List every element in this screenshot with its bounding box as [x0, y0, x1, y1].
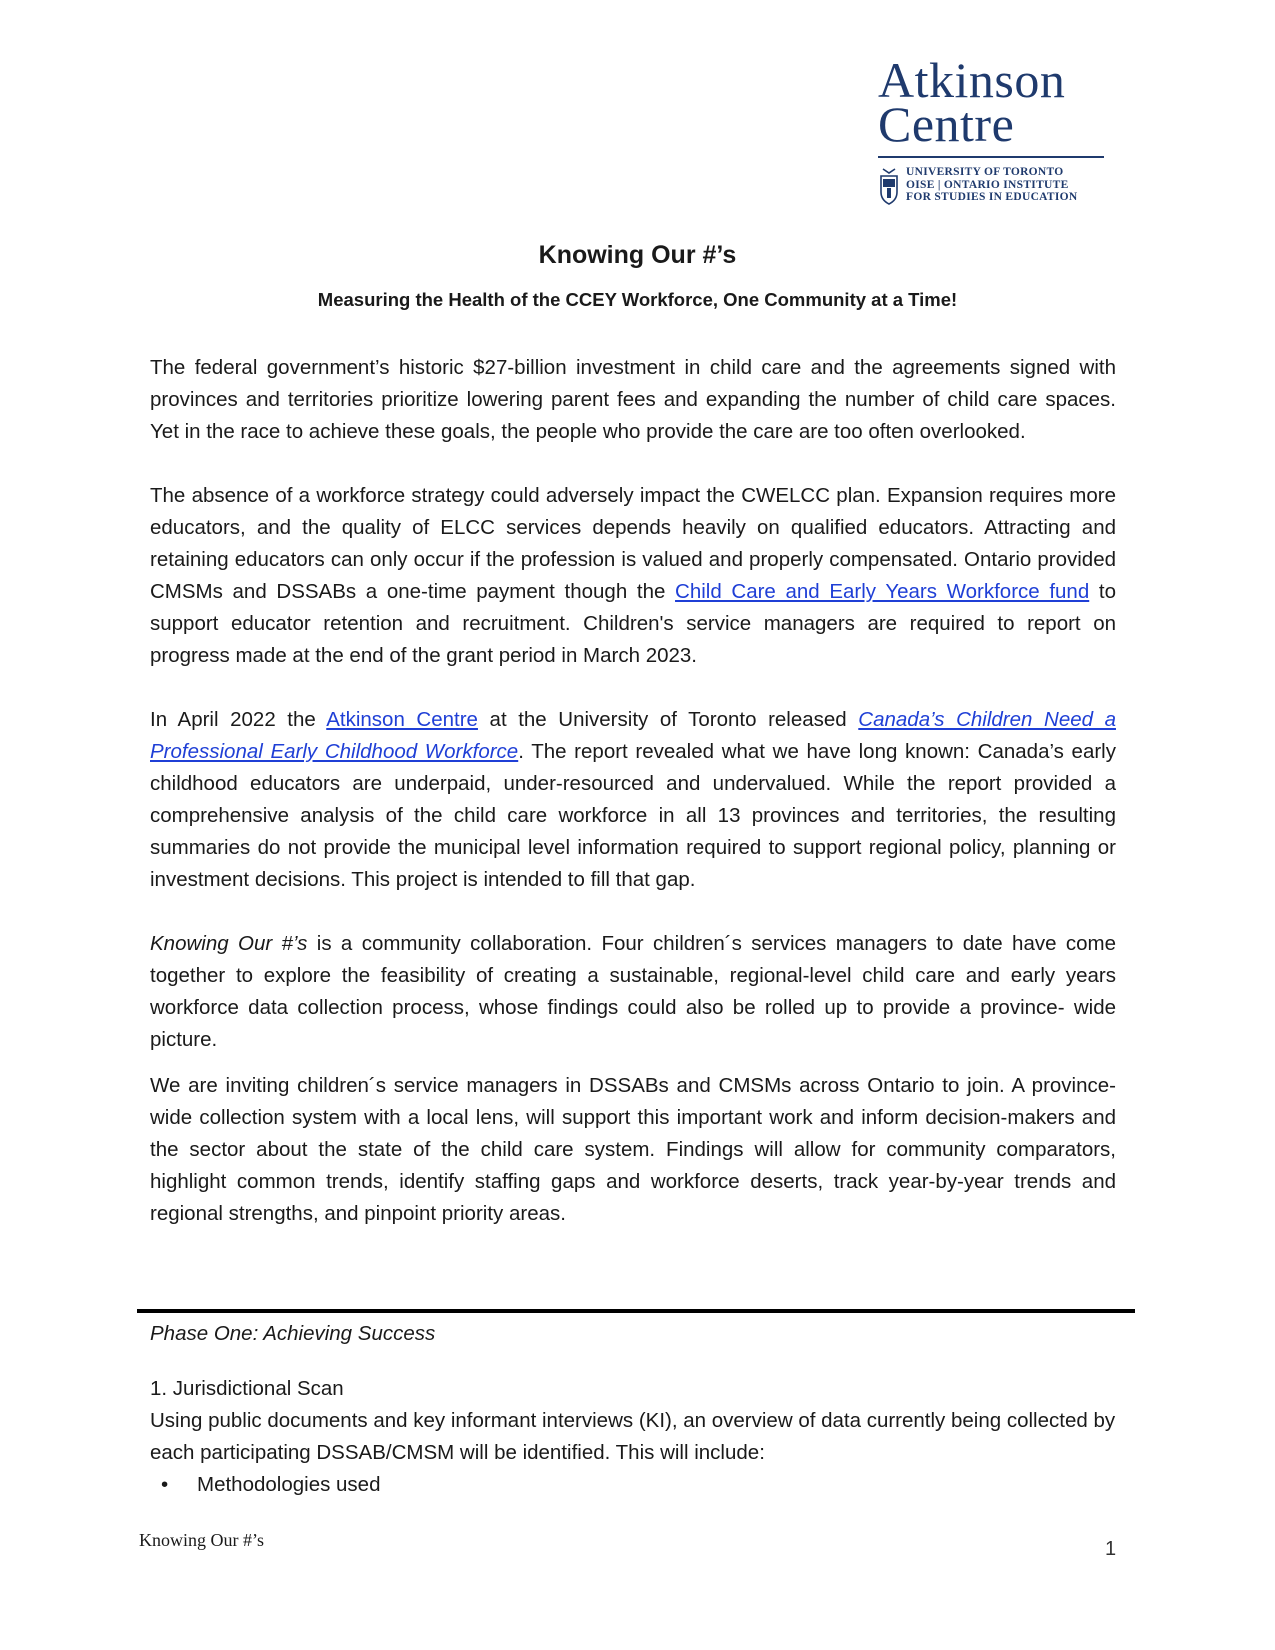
paragraph-collaboration	[150, 928, 1116, 1056]
bullet-icon: •	[161, 1473, 169, 1496]
p3-text-c: . The report revealed what we have long known: Canada’s early childhood educators are underpaid, under-resourced and undervalued. While the report provided a comprehensive analysis of the child care workforce in all 13 provinces and territories, the resulting summaries do not provide the municipal level information required to support regional policy, planning or investment decisions. This project is intended to fill that gap.	[150, 740, 1116, 891]
p4-italic-title: Knowing Our #’s	[150, 932, 308, 955]
p4-text: is a community collaboration. Four children´s services managers to date have come together to explore the feasibility of creating a sustainable, regional-level child care and early years workforce data collection process, whose findings could also be rolled up to provide a province- wide picture.	[150, 932, 1116, 1051]
atkinson-centre-logo	[878, 52, 1118, 206]
logo-line-2: Centre	[878, 96, 1015, 152]
paragraph-report	[150, 704, 1116, 896]
page-number: 1	[1105, 1538, 1117, 1560]
scan-heading: 1. Jurisdictional Scan	[150, 1377, 344, 1400]
scan-description: Using public documents and key informant interviews (KI), an overview of data currently being collected by each participating DSSAB/CMSM will be identified. This will include:	[150, 1409, 1116, 1464]
bullet-text: Methodologies used	[197, 1473, 381, 1496]
logo-line-1: Atkinson	[878, 52, 1066, 108]
p3-text-b: at the University of Toronto released	[477, 708, 859, 731]
oise-line: OISE | ONTARIO INSTITUTE	[906, 178, 1069, 191]
university-crest-icon	[878, 166, 900, 206]
scan-bullet-list	[150, 1469, 1116, 1501]
footer-title: Knowing Our #’s	[139, 1530, 264, 1550]
page-subtitle: Measuring the Health of the CCEY Workforce, One Community at a Time!	[317, 289, 958, 310]
paragraph-workforce-strategy	[150, 480, 1116, 672]
section-divider	[137, 1309, 1135, 1313]
workforce-fund-link[interactable]: Child Care and Early Years Workforce fund	[675, 580, 1090, 603]
phase-one-section	[150, 1318, 1116, 1501]
page-title: Knowing Our #’s	[538, 241, 737, 269]
list-item	[150, 1469, 1116, 1501]
logo-rule	[878, 156, 1104, 158]
institute-line: FOR STUDIES IN EDUCATION	[906, 191, 1078, 203]
university-name: UNIVERSITY OF TORONTO	[906, 166, 1064, 178]
atkinson-centre-link[interactable]: Atkinson Centre	[326, 708, 478, 731]
document-body	[150, 352, 1116, 1230]
university-block	[878, 166, 1118, 206]
p2-text-b: to support educator retention and recruitment. Children's service managers are required to report on progress made at the end of the grant period in March 2023.	[150, 580, 1116, 667]
report-link[interactable]: Canada’s Children Need a Professional Early Childhood Workforce	[150, 708, 1116, 763]
p2-text-a: The absence of a workforce strategy could adversely impact the CWELCC plan. Expansion requires more educators, and the quality of ELCC services depends heavily on qualified educators. Attracting and retaining educators can only occur if the profession is valued and properly compensated. Ontario provided CMSMs and DSSABs a one-time payment though the	[150, 484, 1116, 603]
paragraph-invitation: We are inviting children´s service managers in DSSABs and CMSMs across Ontario to join. A province-wide collection system with a local lens, will support this important work and inform decision-makers and the sector about the state of the child care system. Findings will allow for community comparators, highlight common trends, identify staffing gaps and workforce deserts, track year-by-year trends and regional strengths, and pinpoint priority areas.	[150, 1074, 1116, 1225]
phase-title: Phase One: Achieving Success	[150, 1322, 436, 1345]
p3-text-a: In April 2022 the	[150, 708, 327, 731]
paragraph-intro: The federal government’s historic $27-billion investment in child care and the agreements signed with provinces and territories prioritize lowering parent fees and expanding the number of child care spaces. Yet in the race to achieve these goals, the people who provide the care are too often overlooked.	[150, 356, 1116, 443]
